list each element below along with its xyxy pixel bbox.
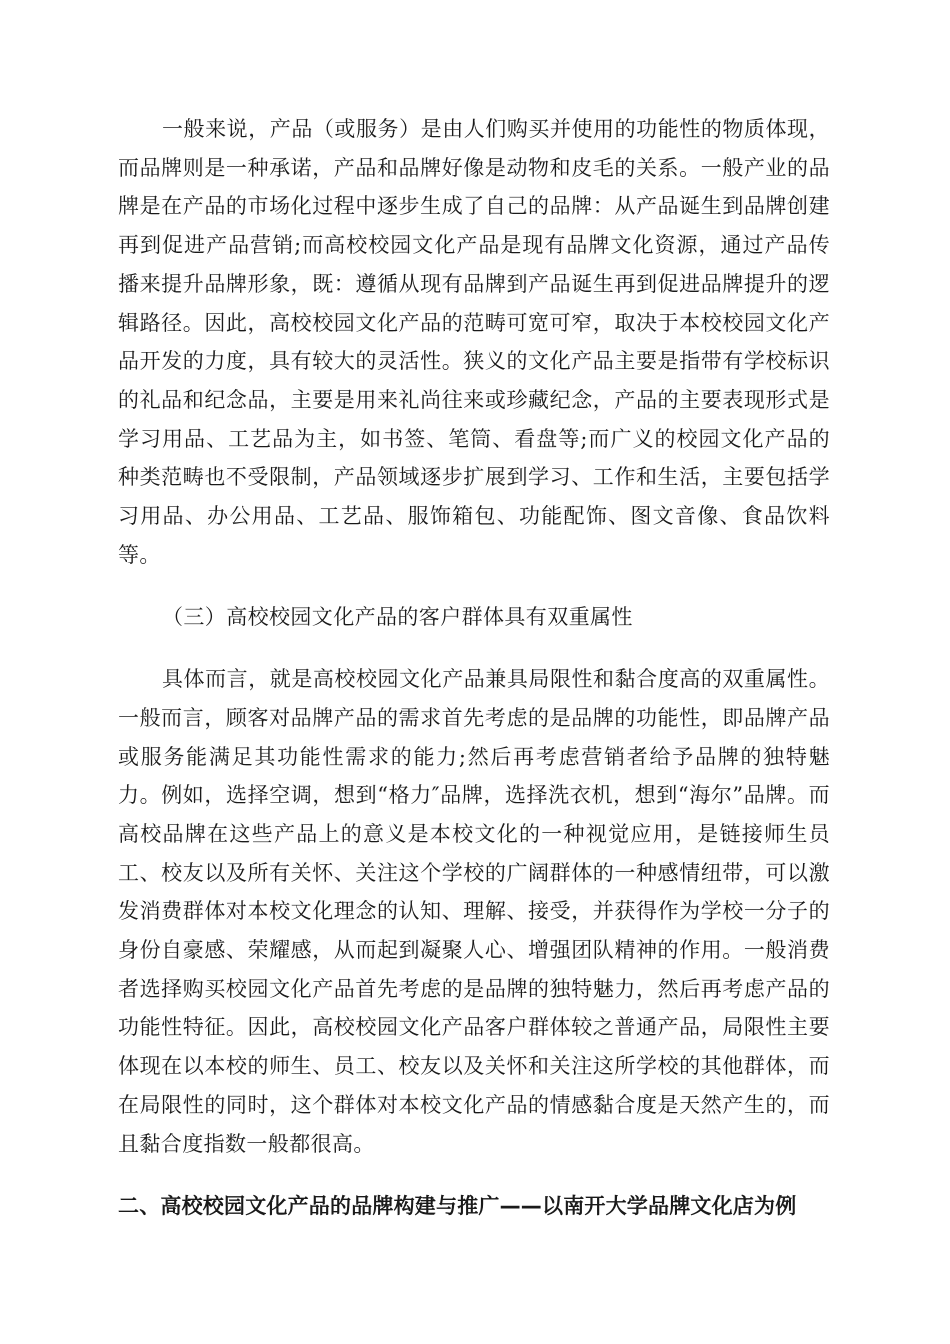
section-heading-brand-building: 二、高校校园文化产品的品牌构建与推广——以南开大学品牌文化店为例 [118, 1194, 797, 1219]
paragraph-dual-attributes: 具体而言，就是高校校园文化产品兼具局限性和黏合度高的双重属性。一般而言，顾客对品牌产品的需求首先考虑的是品牌的功能性，即品牌产品或服务能满足其功能性需求的能力;然后再考虑营销者给予品牌的独特魅力。例如，选择空调，想到“格力″品牌，选择洗衣机，想到“海尔”品牌。而高校品牌在这些产品上的意义是本校文化的一种视觉应用，是链接师生员工、校友以及所有关怀、关注这个学校的广阔群体的一种感情纽带，可以激发消费群体对本校文化理念的认知、理解、接受，并获得作为学校一分子的身份自豪感、荣耀感，从而起到凝聚人心、增强团队精神的作用。一般消费者选择购买校园文化产品首先考虑的是品牌的独特魅力，然后再考虑产品的功能性特征。因此，高校校园文化产品客户群体较之普通产品，局限性主要体现在以本校的师生、员工、校友以及关怀和关注这所学校的其他群体，而在局限性的同时，这个群体对本校文化产品的情感黏合度是天然产生的，而且黏合度指数一般都很高。 [118, 667, 830, 1156]
subheading-customer-group-dual-attributes: （三）高校校园文化产品的客户群体具有双重属性 [162, 605, 633, 630]
paragraph-product-vs-brand: 一般来说，产品（或服务）是由人们购买并使用的功能性的物质体现，而品牌则是一种承诺，产品和品牌好像是动物和皮毛的关系。一般产业的品牌是在产品的市场化过程中逐步生成了自己的品牌：从产品诞生到品牌创建再到促进产品营销;而高校校园文化产品是现有品牌文化资源，通过产品传播来提升品牌形象，既：遵循从现有品牌到产品诞生再到促进品牌提升的逻辑路径。因此，高校校园文化产品的范畴可宽可窄，取决于本校校园文化产品开发的力度，具有较大的灵活性。狭义的文化产品主要是指带有学校标识的礼品和纪念品，主要是用来礼尚往来或珍藏纪念，产品的主要表现形式是学习用品、工艺品为主，如书签、笔筒、看盘等;而广义的校园文化产品的种类范畴也不受限制，产品领域逐步扩展到学习、工作和生活，主要包括学习用品、办公用品、工艺品、服饰箱包、功能配饰、图文音像、食品饮料等。 [118, 117, 830, 567]
document-page [118, 110, 830, 1226]
